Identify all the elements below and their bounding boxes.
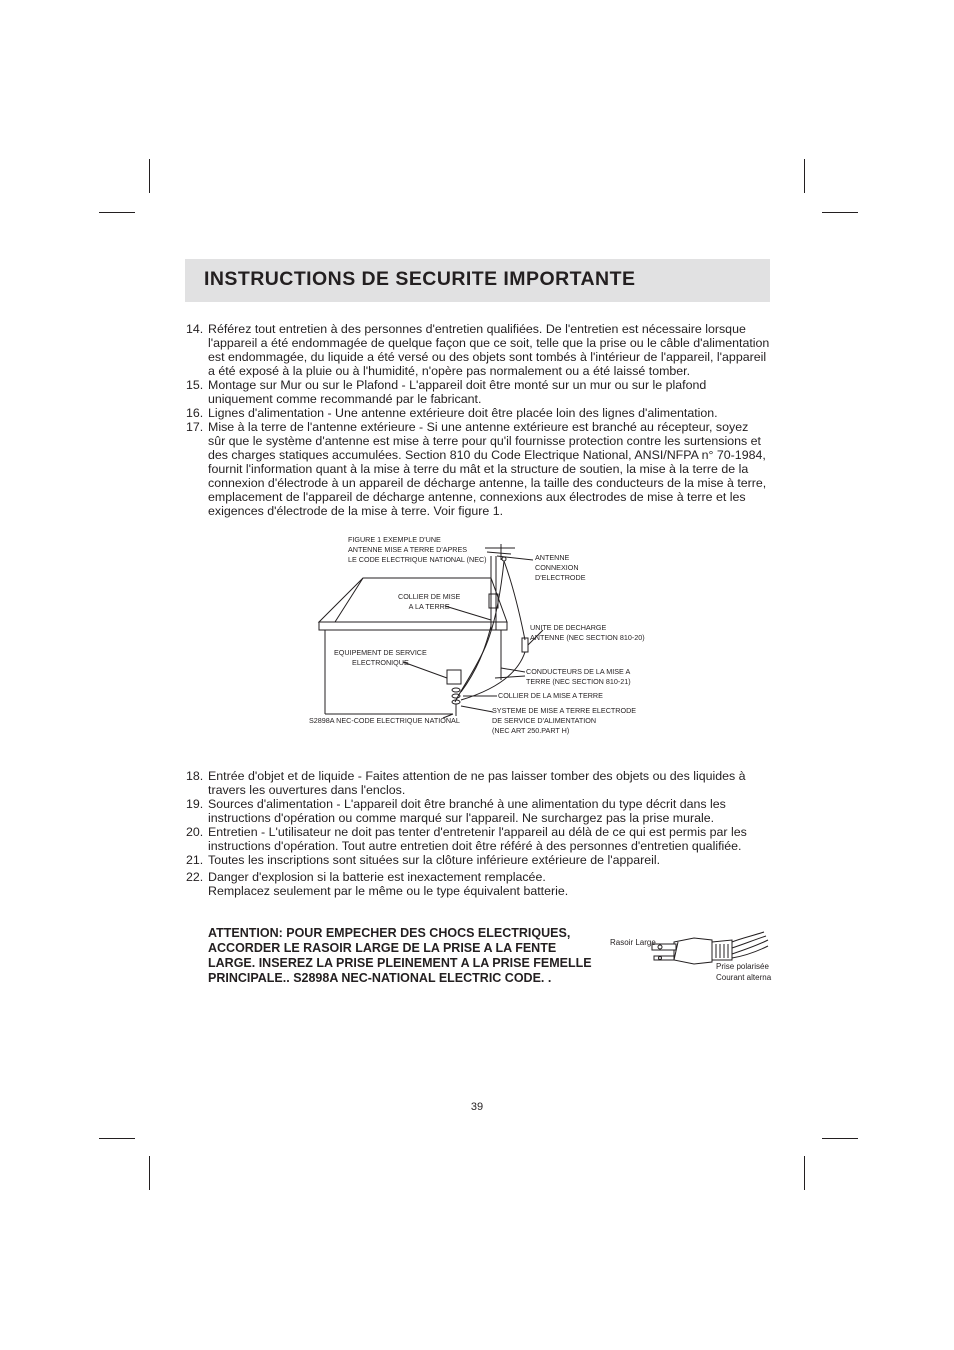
list-item: 17. Mise à la terre de l'antenne extérieure - Si une antenne extérieure est branché au récepteur, soyez sûr que le système d'antenne est mise à terre pour qu'il fournisse protection contre les surtensions et des charges statiques accumulées. Section 810 du Code Electrique National, ANSI/NFPA n° 70-1984, fournit l'information quant à la mise à terre du mât et la structure de soutien, la mise à la terre de la connexion d'électrode à un appareil de décharge antenne, la taille des conducteurs de la mise à terre, emplacement de l'appareil de décharge antenne, connexions aux électrodes de mise à terre et les exigences d'électrode de la mise à terre. Voir figure 1. [186,420,767,518]
polarized-plug-figure [608,928,772,986]
list-item: 21. Toutes les inscriptions sont situées sur la clôture inférieure extérieure de l'appareil. [186,853,661,867]
list-item: 15. Montage sur Mur ou sur le Plafond - L'appareil doit être monté sur un mur ou sur le plafond uniquement comme recommandé par le fabricant. [186,378,707,406]
crop-mark [822,1138,858,1139]
label-courant-alterna: Courant alterna [716,973,772,982]
list-item: 22. Danger d'explosion si la batterie est inexactement remplacée. Remplacez seulement par le même ou le type équivalent batterie. [186,870,569,898]
label-conducteurs: CONDUCTEURS DE LA MISE A TERRE (NEC SECTION 810-21) [526,667,631,686]
label-prise-polarisee: Prise polarisée [716,962,769,971]
crop-mark [99,212,135,213]
crop-mark [804,1156,805,1190]
crop-mark [804,159,805,193]
crop-mark [99,1138,135,1139]
label-collier-terre: COLLIER DE LA MISE A TERRE [498,691,603,700]
list-item: 16. Lignes d'alimentation - Une antenne extérieure doit être placée loin des lignes d'alimentation. [186,406,718,420]
crop-mark [822,212,858,213]
crop-mark [149,1156,150,1190]
instructions-list-top [186,322,771,518]
figure-caption: FIGURE 1 EXEMPLE D'UNE ANTENNE MISE A TERRE D'APRES LE CODE ELECTRIQUE NATIONAL (NEC) [348,535,487,564]
list-item: 19. Sources d'alimentation - L'appareil doit être branché à une alimentation du type décrit dans les instructions d'opération ou comme marqué sur l'appareil. Ne surchargez pas la prise murale. [186,797,726,825]
label-equipement: EQUIPEMENT DE SERVICE ELECTRONIQUE [334,648,427,667]
label-antenne: ANTENNE CONNEXION D'ELECTRODE [535,553,586,582]
instructions-list-bottom [186,769,771,898]
label-rasoir-large: Rasoir Large [610,938,656,947]
label-systeme: SYSTEME DE MISE A TERRE ELECTRODE DE SERVICE D'ALIMENTATION (NEC ART 250.PART H) [492,706,637,735]
list-item: 18. Entrée d'objet et de liquide - Faites attention de ne pas laisser tomber des objets ou des liquides à travers les ouvertures dans l'enclos. [186,769,746,797]
list-item: 14. Référez tout entretien à des personnes d'entretien qualifiées. De l'entretien est nécessaire lorsque l'appareil a été endommagée de quelque façon que ce soit, telle que la prise ou le câble d'alimentation est endommagée, du liquide a été versé ou des objets sont tombés à l'intérieur de l'appareil, l'appareil a été exposé à la pluie ou à l'humidité, n'opère pas normalement ou a été laissé tomber. [186,322,770,378]
page-number: 39 [470,1101,484,1113]
list-item: 20. Entretien - L'utilisateur ne doit pas tenter d'entretenir l'appareil au délà de ce qui est permis par les instructions d'opération. Tout autre entretien doit être référé à des personnes d'entretien qualifiée. [186,825,747,853]
label-code: S2898A NEC-CODE ELECTRIQUE NATIONAL [309,716,460,725]
label-unite: UNITE DE DECHARGE ANTENNE (NEC SECTION 810-20) [530,623,645,642]
label-collier: COLLIER DE MISE A LA TERRE [398,592,461,611]
shock-warning: ATTENTION: POUR EMPECHER DES CHOCS ELECTRIQUES, ACCORDER LE RASOIR LARGE DE LA PRISE A LA FENTE LARGE. INSEREZ LA PRISE PLEINEMENT A LA PRISE FEMELLE PRINCIPALE.. S2898A NEC-NATIONAL ELECTRIC CODE. . [208,926,592,985]
page-title: INSTRUCTIONS DE SECURITE IMPORTANTE [204,268,636,290]
crop-mark [149,159,150,193]
grounding-figure [305,530,655,742]
